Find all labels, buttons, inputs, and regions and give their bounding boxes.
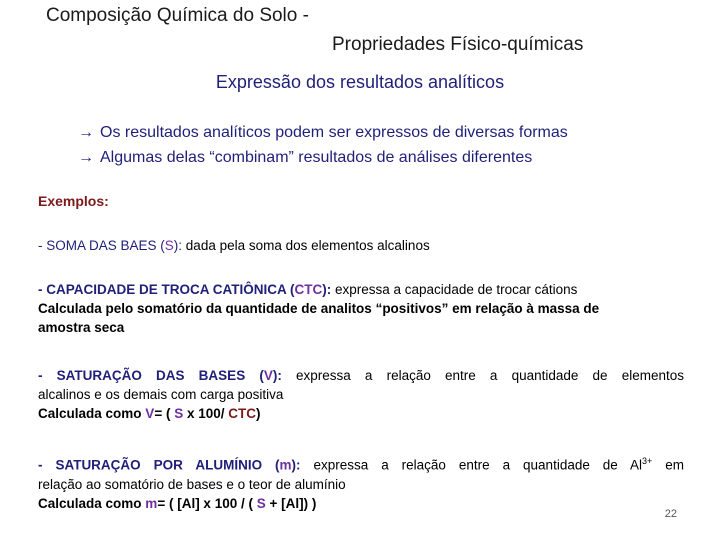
examples-heading: Exemplos: [38,193,109,209]
ctc-after-symbol: ): [322,282,335,297]
m-after-symbol: ): [291,457,314,473]
m-description-end: em [652,457,684,473]
definition-ctc-line1 [38,280,684,299]
soma-description: dada pela soma dos elementos alcalinos [185,238,430,253]
m-line2: relação ao somatório de bases e o teor de alumínio [38,476,346,492]
ctc-line2: Calculada pelo somatório da quantidade de analitos “positivos” em relação à massa de [38,301,600,316]
arrow-right-icon: → [78,124,94,141]
v-symbol: V [263,368,273,383]
definition-m [38,452,684,513]
v-formula-end: ) [256,406,261,421]
v-formula-mid: x 100/ [183,406,229,421]
bullet-item-1 [78,124,568,142]
v-formula-eq: = ( [154,406,175,421]
m-formula-s: S [256,495,266,511]
v-description: expressa a relação entre a quantidade de elementos [296,368,684,383]
slide-title-line1: Composição Química do Solo - [46,5,309,26]
definition-soma [38,236,684,255]
m-formula-prefix: Calculada como [38,495,146,511]
v-formula [38,404,684,423]
m-formula-m: m [145,495,158,511]
page-number: 22 [664,508,677,520]
v-formula-ctc: CTC [228,406,257,421]
v-formula-v: V [145,406,155,421]
definition-v [38,366,684,423]
v-formula-prefix: Calculada como [38,406,146,421]
arrow-right-icon: → [78,149,94,166]
definition-ctc [38,280,684,337]
definition-v-line1 [38,366,684,385]
bullet-item-2 [78,149,532,167]
v-line2: alcalinos e os demais com carga positiva [38,387,284,402]
bullet-text-2: Algumas delas “combinam” resultados de análises diferentes [100,149,533,166]
ctc-symbol: CTC [294,282,323,297]
m-formula-eq: = ( [Al] x 100 / ( [157,495,257,511]
m-superscript: 3+ [642,456,653,466]
m-prefix: - SATURAÇÃO POR ALUMÍNIO ( [38,457,280,473]
ctc-description: expressa a capacidade de trocar cátions [335,282,578,297]
soma-prefix: - SOMA DAS BAES ( [38,238,165,253]
m-formula [38,494,684,513]
soma-after-symbol: ): [173,238,186,253]
m-symbol: m [279,457,292,473]
definition-m-line1 [38,452,684,475]
v-after-symbol: ): [272,368,296,383]
m-description: expressa a relação entre a quantidade de Al [313,457,643,473]
soma-symbol: S [164,238,174,253]
v-prefix: - SATURAÇÃO DAS BASES ( [38,368,264,383]
m-formula-end: + [Al]) ) [265,495,317,511]
definition-soma-line1 [38,236,684,255]
ctc-prefix: - CAPACIDADE DE TROCA CATIÔNICA ( [38,282,295,297]
slide-subtitle: Expressão dos resultados analíticos [215,72,505,92]
v-formula-s: S [174,406,184,421]
ctc-line3: amostra seca [38,320,125,335]
slide-title-line2: Propriedades Físico-químicas [332,34,584,55]
bullet-text-1: Os resultados analíticos podem ser expressos de diversas formas [100,124,568,141]
